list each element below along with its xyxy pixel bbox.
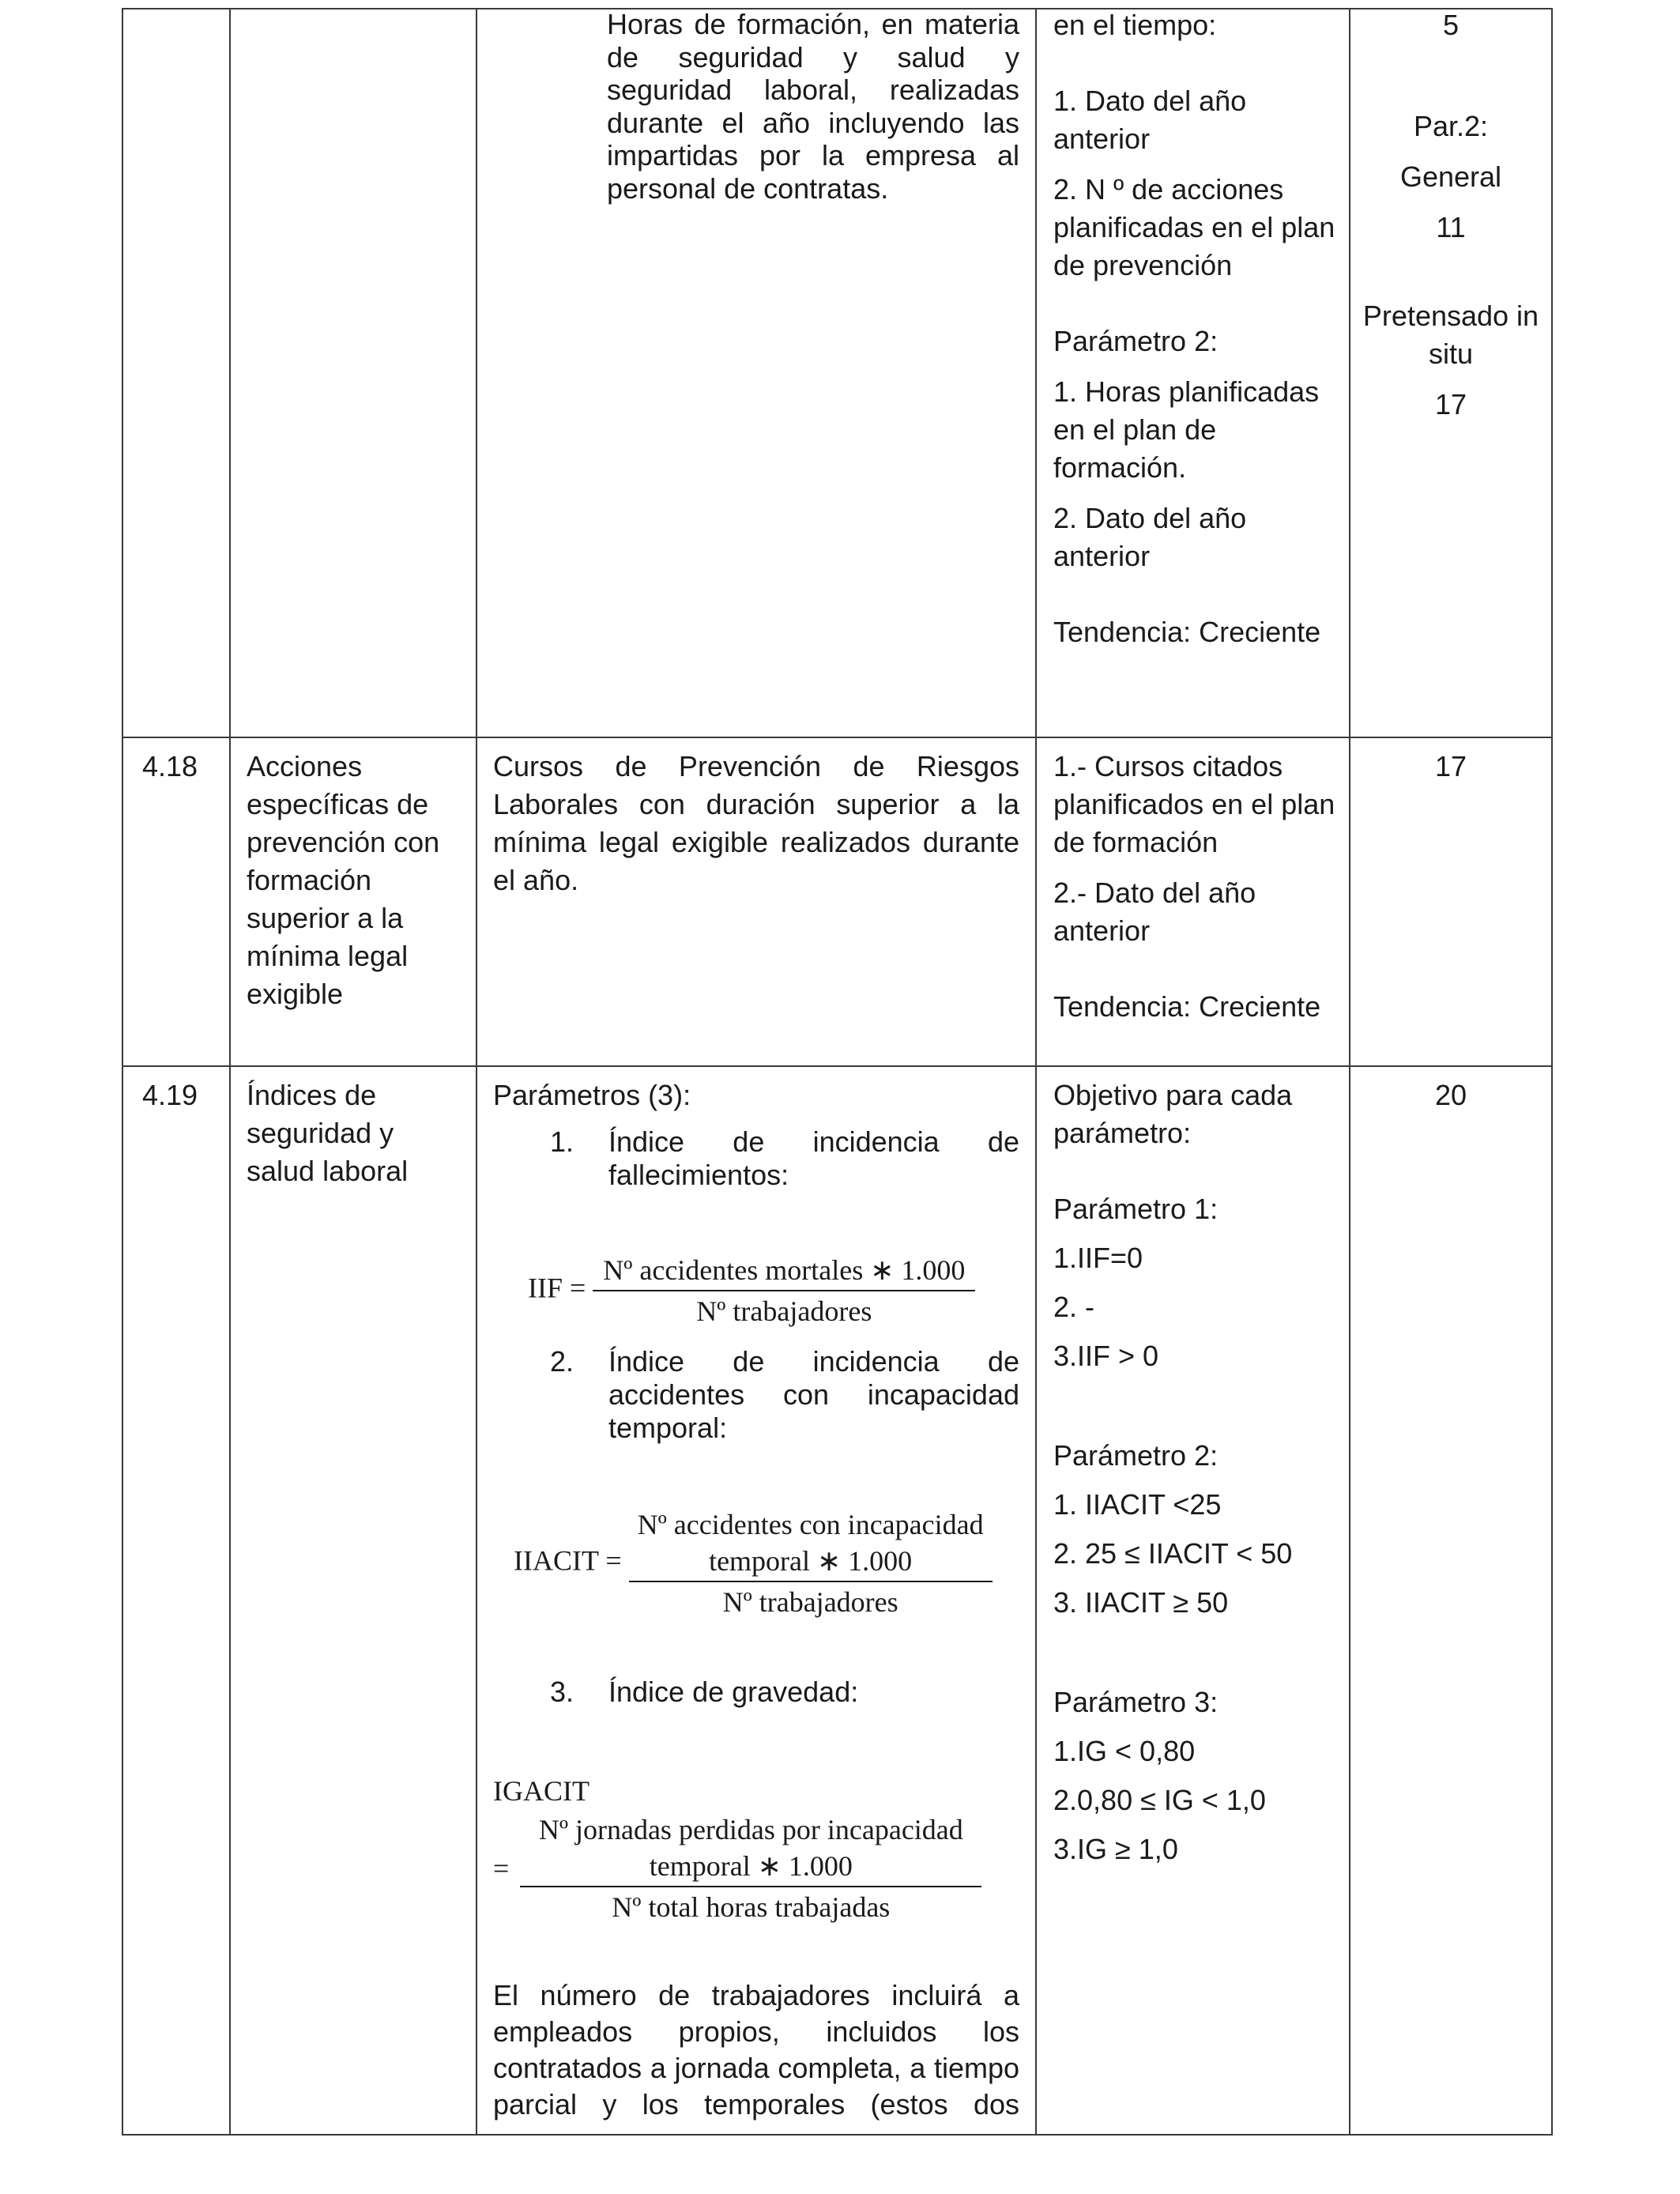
column-divider bbox=[122, 8, 123, 2136]
row2-number: 4.18 bbox=[142, 750, 198, 782]
row3-pages: 20 bbox=[1434, 1079, 1467, 1111]
row3-name: Índices de seguridad y salud laboral bbox=[247, 1079, 409, 1187]
param-item-1: 1. Índice de incidencia de fallecimientos: bbox=[550, 1125, 1019, 1191]
row2-name: Acciones específicas de prevención con formación superior a la mínima legal exigible bbox=[247, 750, 440, 1010]
column-divider bbox=[1551, 8, 1553, 2136]
target-item: 2. 25 ≤ IIACIT < 50 bbox=[1053, 1537, 1293, 1570]
target-subtitle: Parámetro 1: bbox=[1053, 1193, 1219, 1225]
target-item: 1.IIF=0 bbox=[1053, 1242, 1143, 1274]
row3-description-intro: Parámetros (3): bbox=[493, 1079, 691, 1111]
target-item: 2.- Dato del año anterior bbox=[1053, 876, 1256, 947]
target-item: 3.IG ≥ 1,0 bbox=[1053, 1833, 1178, 1865]
target-item: 2.0,80 ≤ IG < 1,0 bbox=[1053, 1784, 1266, 1816]
fraction: $\frac{\text{Nº accidentes mortales ∗ 1.000}}{\text{Nº trabajadores}}$ bbox=[593, 1252, 975, 1329]
target-trend: Tendencia: Creciente bbox=[1053, 990, 1321, 1023]
column-divider bbox=[476, 8, 477, 2136]
row1-target bbox=[1053, 6, 1338, 651]
target-subtitle: Parámetro 3: bbox=[1053, 1686, 1219, 1718]
row-divider bbox=[122, 1065, 1553, 1067]
row3-target bbox=[1053, 1076, 1338, 1868]
target-item: 1.IG < 0,80 bbox=[1053, 1735, 1196, 1767]
row1-pages: 5 Par.2: General 11 Pretensado in situ 17 bbox=[1362, 9, 1539, 420]
table-border-bottom bbox=[122, 2134, 1553, 2136]
formula-iiacit: IIACIT = Nº accidentes con incapacidad temporal ∗ 1.000 Nº trabajadores bbox=[514, 1506, 1019, 1620]
param-item-3: 3. Índice de gravedad: bbox=[550, 1676, 859, 1708]
formula-iif: IIF = $\frac{\text{Nº accidentes mortales ∗ 1.000}}{\text{Nº trabajadores}}$ bbox=[528, 1252, 1019, 1329]
row3-footer-note: El número de trabajadores incluirá a empleados propios, incluidos los contratados a jornada completa, a tiempo parcial y los temporales (estos dos bbox=[493, 1979, 1019, 2120]
fraction: Nº accidentes con incapacidad temporal ∗ 1.000 Nº trabajadores bbox=[629, 1506, 993, 1620]
target-subtitle: Parámetro 2: bbox=[1053, 325, 1219, 357]
row2-description: Cursos de Prevención de Riesgos Laborales con duración superior a la mínima legal exigible realizados durante el año. bbox=[493, 750, 1019, 896]
target-trend: Tendencia: Creciente bbox=[1053, 616, 1321, 648]
target-item: 3.IIF > 0 bbox=[1053, 1340, 1159, 1372]
param-item-2: 2. Índice de incidencia de accidentes con incapacidad temporal: bbox=[550, 1345, 1019, 1444]
target-subtitle: Parámetro 2: bbox=[1053, 1439, 1219, 1472]
target-text: en el tiempo: bbox=[1053, 9, 1217, 41]
target-item: 1. IIACIT <25 bbox=[1053, 1488, 1222, 1521]
row3-number: 4.19 bbox=[142, 1079, 198, 1111]
target-item: 2. Dato del año anterior bbox=[1053, 502, 1247, 572]
target-intro: Objetivo para cada parámetro: bbox=[1053, 1079, 1293, 1149]
target-item: 1. Horas planificadas en el plan de formación. bbox=[1053, 375, 1320, 484]
row2-target bbox=[1053, 748, 1338, 1026]
row-divider bbox=[122, 737, 1553, 738]
target-item: 2. - bbox=[1053, 1291, 1095, 1323]
target-item: 1.- Cursos citados planificados en el plan de formación bbox=[1053, 750, 1335, 858]
fraction: Nº jornadas perdidas por incapacidad temporal ∗ 1.000 Nº total horas trabajadas bbox=[520, 1811, 981, 1925]
target-item: 1. Dato del año anterior bbox=[1053, 85, 1247, 155]
column-divider bbox=[1035, 8, 1037, 2136]
row2-pages: 17 bbox=[1434, 750, 1467, 782]
column-divider bbox=[229, 8, 231, 2136]
target-item: 2. N º de acciones planificadas en el plan de prevención bbox=[1053, 173, 1335, 281]
row1-description: Horas de formación, en materia de seguridad y salud y seguridad laboral, realizadas durante el año incluyendo las impartidas por la empresa al personal de contratas. bbox=[607, 8, 1019, 205]
formula-igacit: IGACIT = Nº jornadas perdidas por incapacidad temporal ∗ 1.000 Nº total horas trabajadas bbox=[493, 1772, 1019, 1925]
target-item: 3. IIACIT ≥ 50 bbox=[1053, 1586, 1229, 1619]
